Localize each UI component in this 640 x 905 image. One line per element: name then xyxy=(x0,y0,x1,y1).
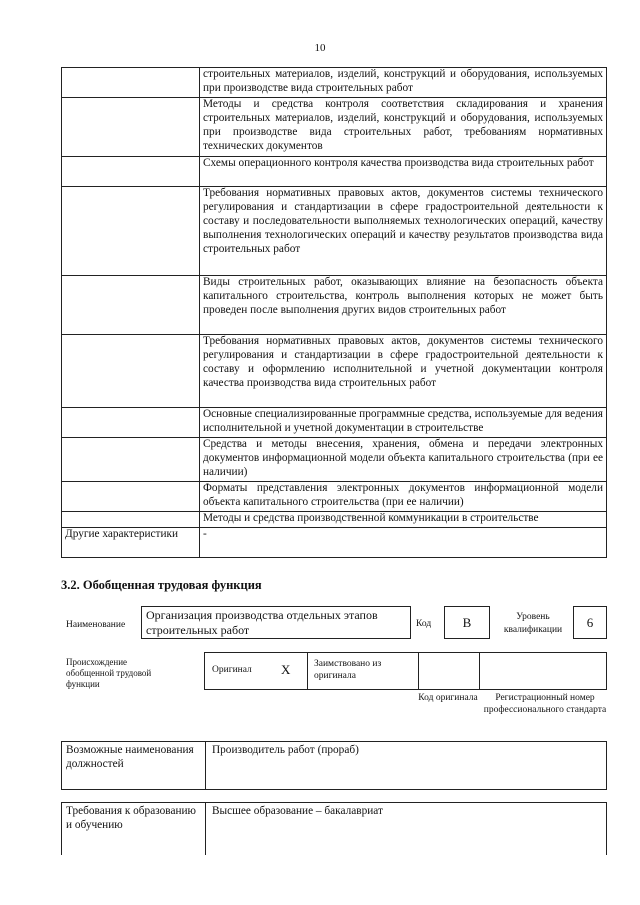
positions-value: Производитель работ (прораб) xyxy=(212,744,359,756)
borrowed-label: Заимствовано из оригинала xyxy=(314,659,382,681)
table-row xyxy=(62,408,607,438)
origin-label: Происхождение обобщенной трудовой функции xyxy=(66,657,152,689)
education-table xyxy=(61,802,607,855)
row-label xyxy=(62,68,200,98)
row-label xyxy=(62,187,200,276)
row-label xyxy=(62,408,200,438)
borrowed-cell xyxy=(308,653,419,689)
table-row xyxy=(62,482,607,512)
row-label xyxy=(62,482,200,512)
row-text: Требования нормативных правовых актов, документов системы технического регулирования и стандартизации в сфере градостроительной деятельности к составу и оформлению исполнительной и учетной документации контроля качества производства вида строительных работ xyxy=(200,335,607,408)
row-text: Требования нормативных правовых актов, документов системы технического регулирования и стандартизации в сфере градостроительной деятельности к составу и последовательности выполняемых технологических операций, качеству выполнения технологических операций и качеству результатов производства вида строительных работ xyxy=(200,187,607,276)
row-text: Виды строительных работ, оказывающих влияние на безопасность объекта капитального строительства, контроль выполнения которых не может быть проведен после выполнения других видов строительных работ xyxy=(200,276,607,335)
original-label: Оригинал xyxy=(212,665,252,675)
table-row xyxy=(62,187,607,276)
table-row xyxy=(62,68,607,98)
table-row xyxy=(62,335,607,408)
gtf-name-value: Организация производства отдельных этапов строительных работ xyxy=(146,608,378,637)
table-row xyxy=(62,98,607,157)
row-label xyxy=(62,438,200,482)
gtf-level-label: Уровень квалификации xyxy=(503,612,563,635)
knowledge-table xyxy=(61,67,607,558)
row-label xyxy=(62,98,200,157)
section-title: 3.2. Обобщенная трудовая функция xyxy=(61,578,262,592)
gtf-code-label: Код xyxy=(416,619,432,629)
gtf-code-value: B xyxy=(444,606,490,639)
positions-table xyxy=(61,741,607,790)
table-row xyxy=(62,528,607,558)
row-text: Методы и средства производственной коммуникации в строительстве xyxy=(200,512,607,528)
original-cell xyxy=(205,653,308,689)
table-row xyxy=(62,157,607,187)
row-label xyxy=(62,512,200,528)
row-label: Другие характеристики xyxy=(62,528,200,558)
row-text: Методы и средства контроля соответствия складирования и хранения строительных материалов, изделий, конструкций и оборудования, используемых при производстве вида строительных работ, требованиям нормативных технических документов xyxy=(200,98,607,157)
origin-table xyxy=(204,652,607,690)
row-text: Средства и методы внесения, хранения, обмена и передачи электронных документов информационной модели объекта капитального строительства (при ее наличии) xyxy=(200,438,607,482)
row-text: Форматы представления электронных документов информационной модели объекта капитального строительства (при ее наличии) xyxy=(200,482,607,512)
gtf-name-label: Наименование xyxy=(66,620,126,630)
row-text: Основные специализированные программные средства, используемые для ведения исполнительной и учетной документации в строительстве xyxy=(200,408,607,438)
row-label xyxy=(62,157,200,187)
row-label xyxy=(62,335,200,408)
row-text: - xyxy=(200,528,607,558)
code-caption: Код оригинала xyxy=(418,693,478,703)
table-row xyxy=(62,512,607,528)
education-label: Требования к образованию и обучению xyxy=(62,803,206,855)
reg-caption: Регистрационный номер профессионального стандарта xyxy=(483,693,607,715)
row-text: строительных материалов, изделий, конструкций и оборудования, используемых при производстве вида строительных работ xyxy=(200,68,607,98)
table-row xyxy=(62,438,607,482)
table-row xyxy=(62,276,607,335)
gtf-name-box xyxy=(141,606,411,639)
page-number: 10 xyxy=(314,42,326,54)
row-text: Схемы операционного контроля качества производства вида строительных работ xyxy=(200,157,607,187)
gtf-level-value: 6 xyxy=(573,606,607,639)
origin-reg-cell xyxy=(480,653,606,689)
positions-label: Возможные наименования должностей xyxy=(62,742,206,789)
row-label xyxy=(62,276,200,335)
original-mark: X xyxy=(281,662,291,677)
origin-code-cell xyxy=(419,653,480,689)
education-value: Высшее образование – бакалавриат xyxy=(212,805,383,817)
